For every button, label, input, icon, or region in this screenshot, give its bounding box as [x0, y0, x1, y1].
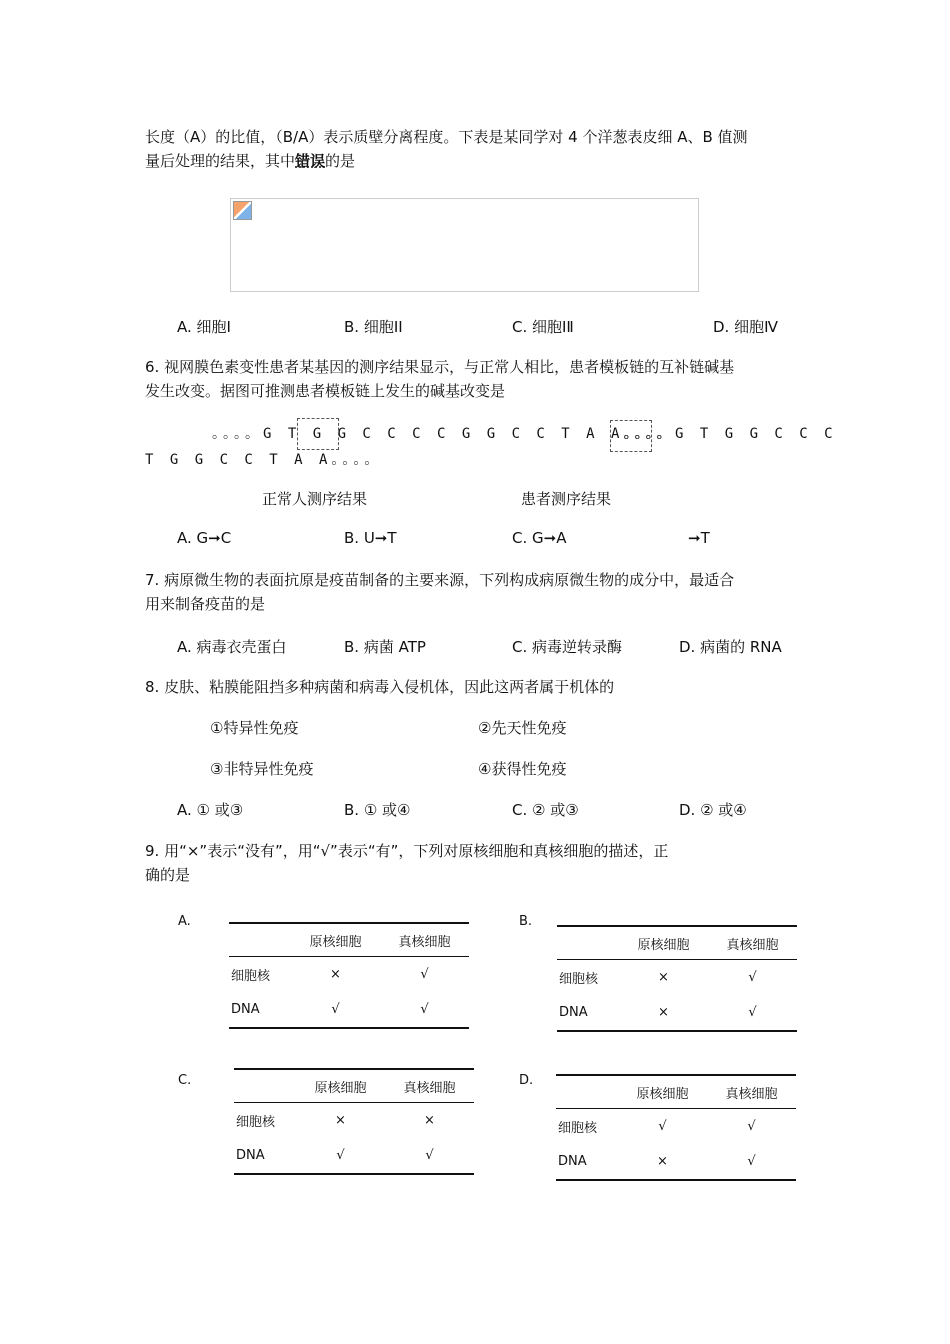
table-row: DNA × √	[557, 995, 797, 1031]
q7-text	[145, 568, 810, 616]
q8-item-3: ③非特异性免疫	[210, 760, 314, 778]
table-d	[556, 1074, 796, 1181]
q5-line1: 长度（A）的比值，（B/A）表示质壁分离程度。下表是某同学对 4 个洋葱表皮细 A、B 值测	[145, 128, 748, 146]
q9-line1: 9. 用“×”表示“没有”，用“√”表示“有”，下列对原核细胞和真核细胞的描述，正	[145, 842, 669, 860]
table-a-header-prokaryote: 原核细胞	[291, 923, 380, 957]
table-d-header-eukaryote: 真核细胞	[707, 1075, 796, 1109]
table-row: DNA √ √	[229, 992, 469, 1028]
q8-item-1: ①特异性免疫	[210, 719, 299, 737]
table-d-header-prokaryote: 原核细胞	[618, 1075, 707, 1109]
q5-line2: 量后处理的结果，其中错误的是	[145, 152, 356, 170]
q5-option-a: A. 细胞Ⅰ	[177, 318, 231, 336]
table-a-header-blank	[229, 923, 291, 957]
table-d-label: D.	[519, 1073, 534, 1088]
normal-highlight-box	[297, 418, 339, 450]
emphasis-wrong: 错误	[295, 152, 326, 170]
patient-sequence: 。。。。G T G G C C C	[624, 426, 837, 442]
q8-option-b: B. ① 或④	[344, 801, 411, 819]
caption-normal: 正常人测序结果	[262, 490, 368, 508]
table-row: DNA × √	[556, 1144, 796, 1180]
table-b-header-eukaryote: 真核细胞	[708, 926, 797, 960]
q5-table-image-placeholder	[230, 198, 699, 292]
q6-text	[145, 355, 810, 403]
q7-option-c: C. 病毒逆转录酶	[512, 638, 623, 656]
table-d-header-blank	[556, 1075, 618, 1109]
table-a-label: A.	[178, 914, 191, 929]
q7-line2: 用来制备疫苗的是	[145, 595, 266, 613]
q8-option-c: C. ② 或③	[512, 801, 579, 819]
q7-line1: 7. 病原微生物的表面抗原是疫苗制备的主要来源，下列构成病原微生物的成分中，最适合	[145, 571, 735, 589]
q5-option-b: B. 细胞ⅠⅠ	[344, 318, 403, 336]
table-row: 细胞核 × √	[231, 967, 429, 984]
q6-option-c: C. G➞A	[512, 529, 567, 547]
table-row: DNA √ √	[234, 1138, 474, 1174]
q5-option-d: D. 细胞Ⅳ	[713, 318, 778, 336]
table-row: 细胞核 × √	[559, 970, 757, 987]
q8-line1: 8. 皮肤、粘膜能阻挡多种病菌和病毒入侵机体，因此这两者属于机体的	[145, 678, 615, 696]
q7-option-d: D. 病菌的 RNA	[679, 638, 782, 656]
q7-option-b: B. 病菌 ATP	[344, 638, 426, 656]
table-b	[557, 925, 797, 1032]
table-c-label: C.	[178, 1073, 192, 1088]
q6-option-b: B. U➞T	[344, 529, 397, 547]
table-c-header-prokaryote: 原核细胞	[296, 1069, 385, 1103]
patient-sequence-cont: T G G C C T A A。。。。	[145, 452, 383, 468]
q6-line1: 6. 视网膜色素变性患者某基因的测序结果显示，与正常人相比，患者模板链的互补链碱基	[145, 358, 735, 376]
q8-item-4: ④获得性免疫	[478, 760, 567, 778]
q9-text	[145, 839, 810, 887]
table-c-header-blank	[234, 1069, 296, 1103]
table-b-header-blank	[557, 926, 619, 960]
q8-item-2: ②先天性免疫	[478, 719, 567, 737]
table-row: 细胞核 √ √	[558, 1119, 756, 1136]
table-row: 细胞核 × ×	[236, 1113, 435, 1130]
caption-patient: 患者测序结果	[521, 490, 612, 508]
table-b-label: B.	[519, 914, 533, 929]
table-a-header-eukaryote: 真核细胞	[380, 923, 469, 957]
q6-option-d: ➞T	[688, 529, 710, 547]
q5-option-c: C. 细胞ⅠⅡ	[512, 318, 574, 336]
table-c	[234, 1068, 474, 1175]
q7-option-a: A. 病毒衣壳蛋白	[177, 638, 287, 656]
q5-text	[145, 125, 810, 173]
broken-image-icon	[233, 201, 252, 220]
q6-option-a: A. G➞C	[177, 529, 232, 547]
q8-option-a: A. ① 或③	[177, 801, 244, 819]
normal-sequence: 。。。。G T G G C C C C G G C C T A A。。。。	[212, 426, 675, 442]
q8-option-d: D. ② 或④	[679, 801, 747, 819]
q8-text	[145, 675, 810, 699]
table-a	[229, 922, 469, 1029]
patient-highlight-box	[610, 420, 652, 452]
table-b-header-prokaryote: 原核细胞	[619, 926, 708, 960]
q6-line2: 发生改变。据图可推测患者模板链上发生的碱基改变是	[145, 382, 506, 400]
table-c-header-eukaryote: 真核细胞	[385, 1069, 474, 1103]
q9-line2: 确的是	[145, 866, 191, 884]
